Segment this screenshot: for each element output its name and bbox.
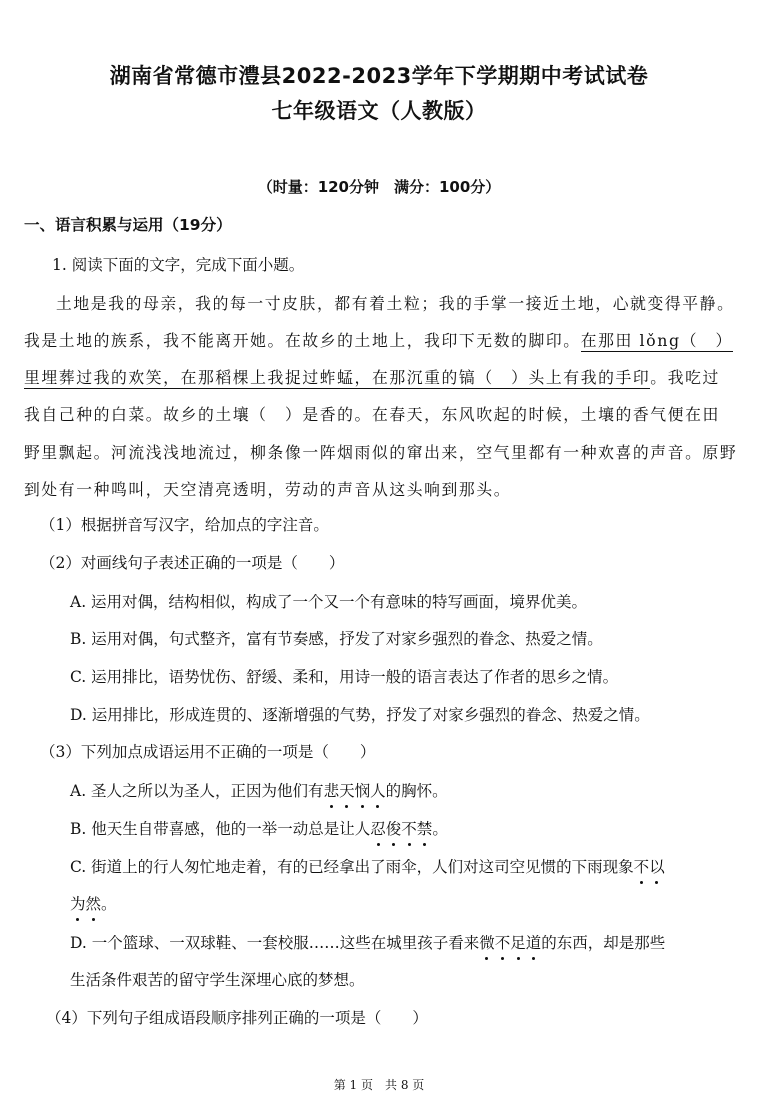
passage-line: 我自己种的白菜。故乡的土壤（ ）是香的。在春天，东风吹起的时候，土壤的香气便在田 <box>24 405 720 424</box>
dotted-char: 为 <box>70 892 86 914</box>
option-text: 的东西，却是那些 <box>541 934 666 952</box>
page-footer: 第 1 页 共 8 页 <box>333 1078 425 1092</box>
dotted-char: 人 <box>370 779 386 801</box>
sub-question-3-stem: （3）下列加点成语运用不正确的一项是（ ） <box>40 743 376 761</box>
question-1-intro: 1. 阅读下面的文字，完成下面小题。 <box>52 256 305 274</box>
option-text: 。 <box>432 820 448 838</box>
passage-line: 到处有一种鸣叫，天空清亮透明，劳动的声音从这头响到那头。 <box>24 480 512 499</box>
dotted-char: 微 <box>479 931 495 953</box>
option-text: B. 他天生自带喜感，他的一举一动总是让人 <box>70 820 371 838</box>
option-c-continued <box>70 892 117 914</box>
option-text: A. 圣人之所以为圣人，正因为他们有 <box>70 782 324 800</box>
dotted-char: 道 <box>526 931 542 953</box>
sub-question-2-stem: （2）对画线句子表述正确的一项是（ ） <box>40 554 345 572</box>
dotted-char: 禁 <box>417 817 433 839</box>
option-text: C. 街道上的行人匆忙地走着，有的已经拿出了雨伞，人们对这司空见惯的下雨现象 <box>70 858 634 876</box>
option-c <box>70 855 665 877</box>
option-b: B. 运用对偶，句式整齐，富有节奏感，抒发了对家乡强烈的眷念、热爱之情。 <box>70 630 603 648</box>
dotted-char: 不 <box>634 855 650 877</box>
dotted-char: 悯 <box>355 779 371 801</box>
option-text: 。 <box>101 895 117 913</box>
option-b <box>70 817 448 839</box>
section-heading: 一、语言积累与运用（19分） <box>24 216 232 234</box>
sub-question-1: （1）根据拼音写汉字，给加点的字注音。 <box>40 516 329 534</box>
passage-line: 土地是我的母亲，我的每一寸皮肤，都有着土粒；我的手掌一接近土地，心就变得平静。 <box>56 294 735 313</box>
sub-question-4-stem: （4）下列句子组成语段顺序排列正确的一项是（ ） <box>46 1009 428 1027</box>
option-d: D. 运用排比，形成连贯的、逐渐增强的气势，抒发了对家乡强烈的眷念、热爱之情。 <box>70 706 650 724</box>
dotted-char: 天 <box>339 779 355 801</box>
passage-text: 我是土地的族系，我不能离开她。在故乡的土地上，我印下无数的脚印。 <box>24 331 581 350</box>
passage-line: 野里飘起。河流浅浅地流过，柳条像一阵烟雨似的窜出来，空气里都有一种欢喜的声音。原野 <box>24 443 738 462</box>
document-title: 湖南省常德市澧县2022-2023学年下学期期中考试试卷 <box>109 64 649 88</box>
dotted-char: 足 <box>510 931 526 953</box>
passage-line <box>24 328 733 351</box>
option-d <box>70 931 665 953</box>
dotted-char: 以 <box>649 855 665 877</box>
dotted-char: 不 <box>495 931 511 953</box>
dotted-char: 然 <box>86 892 102 914</box>
option-d-continued: 生活条件艰苦的留守学生深埋心底的梦想。 <box>70 971 365 989</box>
dotted-char: 悲 <box>324 779 340 801</box>
passage-text: 。我吃过 <box>650 368 720 387</box>
option-a: A. 运用对偶，结构相似，构成了一个又一个有意味的特写画面，境界优美。 <box>70 593 588 611</box>
document-subtitle: 七年级语文（人教版） <box>271 99 487 123</box>
option-text: D. 一个篮球、一双球鞋、一套校服……这些在城里孩子看来 <box>70 934 480 952</box>
passage-line <box>24 365 720 388</box>
option-text: 的胸怀。 <box>385 782 448 800</box>
underlined-sentence: 在那田 lǒng（ ） <box>580 331 733 350</box>
underlined-sentence: 里埋葬过我的欢笑，在那稻棵上我捉过蚱蜢，在那沉重的镐（ ）头上有我的手印 <box>24 368 651 387</box>
dotted-char: 俊 <box>386 817 402 839</box>
option-a <box>70 779 448 801</box>
option-c: C. 运用排比，语势忧伤、舒缓、柔和，用诗一般的语言表达了作者的思乡之情。 <box>70 668 619 686</box>
exam-info: （时量：120分钟 满分：100分） <box>257 178 501 196</box>
dotted-char: 不 <box>401 817 417 839</box>
dotted-char: 忍 <box>370 817 386 839</box>
